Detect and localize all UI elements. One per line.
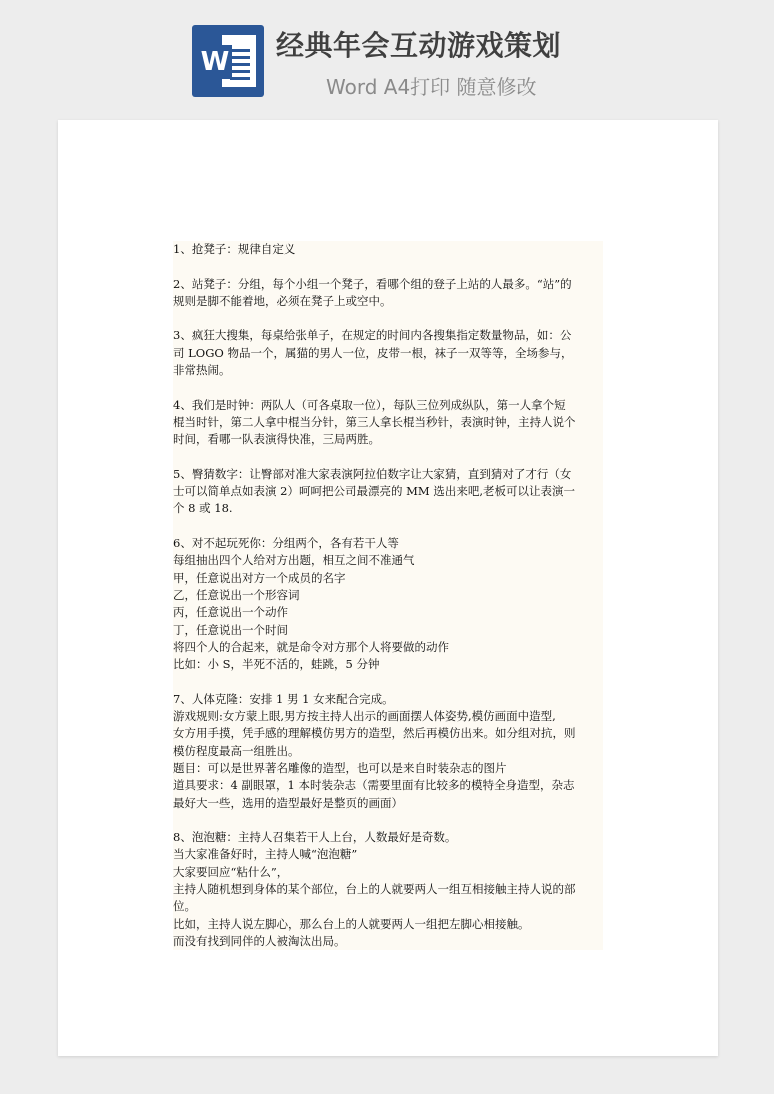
paragraph — [173, 691, 603, 812]
text-line: 时间，看哪一队表演得快准，三局两胜。 — [173, 432, 380, 447]
text-line: 2、站凳子：分组，每个小组一个凳子，看哪个组的登子上站的人最多。“站”的 — [173, 276, 572, 291]
paragraph — [173, 276, 603, 311]
text-line: 位。 — [173, 899, 196, 914]
paragraph — [173, 397, 603, 449]
text-line: 司 LOGO 物品一个，属猫的男人一位，皮带一根，袜子一双等等，全场参与， — [173, 345, 573, 360]
paragraph — [173, 241, 603, 258]
paragraph — [173, 466, 603, 518]
text-line: 主持人随机想到身体的某个部位，台上的人就要两人一组互相接触主持人说的部 — [173, 881, 576, 896]
text-line: 3、疯狂大搜集，每桌给张单子，在规定的时间内各搜集指定数量物品，如：公 — [173, 328, 572, 343]
text-line: 甲，任意说出对方一个成员的名字 — [173, 570, 346, 585]
paragraph — [173, 327, 603, 379]
text-line: 当大家准备好时，主持人喊“泡泡糖” — [173, 847, 358, 862]
text-line: 游戏规则:女方蒙上眼,男方按主持人出示的画面摆人体姿势,模仿画面中造型, — [173, 709, 556, 724]
text-line: 比如，主持人说左脚心，那么台上的人就要两人一组把左脚心相接触。 — [173, 916, 530, 931]
word-document-icon — [192, 25, 264, 97]
text-line: 最好大一些，选用的造型最好是整页的画面） — [173, 795, 403, 810]
text-line: 个 8 或 18. — [173, 501, 233, 516]
text-line: 道具要求：4 副眼罩，1 本时装杂志（需要里面有比较多的模特全身造型，杂志 — [173, 778, 575, 793]
text-line: 丁，任意说出一个时间 — [173, 622, 288, 637]
page-title: 经典年会互动游戏策划 — [276, 29, 562, 62]
text-line: 7、人体克隆：安排 1 男 1 女来配合完成。 — [173, 691, 394, 706]
text-line: 将四个人的合起来，就是命令对方那个人将要做的动作 — [173, 639, 449, 654]
text-line: 而没有找到同伴的人被淘汰出局。 — [173, 933, 346, 948]
page-subtitle: Word A4打印 随意修改 — [326, 75, 537, 99]
text-line: 乙，任意说出一个形容词 — [173, 587, 300, 602]
text-line: 4、我们是时钟：两队人（可各桌取一位），每队三位列成纵队，第一人拿个短 — [173, 397, 566, 412]
paragraph — [173, 829, 603, 950]
text-line: 棍当时针，第二人拿中棍当分针，第三人拿长棍当秒针，表演时钟，主持人说个 — [173, 414, 576, 429]
text-line: 1、抢凳子：规律自定义 — [173, 242, 296, 256]
text-line: 5、臀猜数字：让臀部对准大家表演阿拉伯数字让大家猜，直到猜对了才行（女 — [173, 466, 572, 481]
text-line: 比如：小 S，半死不活的，蛙跳，5 分钟 — [173, 657, 380, 672]
text-line: 大家要回应“粘什么”， — [173, 864, 289, 879]
word-letter-icon: W — [198, 45, 232, 79]
text-line: 6、对不起玩死你：分组两个，各有若干人等 — [173, 536, 399, 551]
document-body — [173, 241, 603, 950]
text-line: 8、泡泡糖：主持人召集若干人上台，人数最好是奇数。 — [173, 830, 457, 845]
text-line: 题目：可以是世界著名雕像的造型，也可以是来自时装杂志的图片 — [173, 760, 507, 775]
text-line: 丙，任意说出一个动作 — [173, 605, 288, 620]
text-line: 模仿程度最高一组胜出。 — [173, 743, 300, 758]
document-page — [58, 120, 718, 1056]
text-line: 女方用手摸，凭手感的理解模仿男方的造型，然后再模仿出来。如分组对抗，则 — [173, 726, 576, 741]
paragraph — [173, 535, 603, 673]
text-line: 每组抽出四个人给对方出题，相互之间不准通气 — [173, 553, 415, 568]
text-line: 士可以简单点如表演 2）呵呵把公司最漂亮的 MM 选出来吧,老板可以让表演一 — [173, 484, 575, 499]
header — [0, 0, 774, 112]
text-line: 非常热闹。 — [173, 363, 231, 378]
text-line: 规则是脚不能着地，必须在凳子上或空中。 — [173, 293, 392, 308]
